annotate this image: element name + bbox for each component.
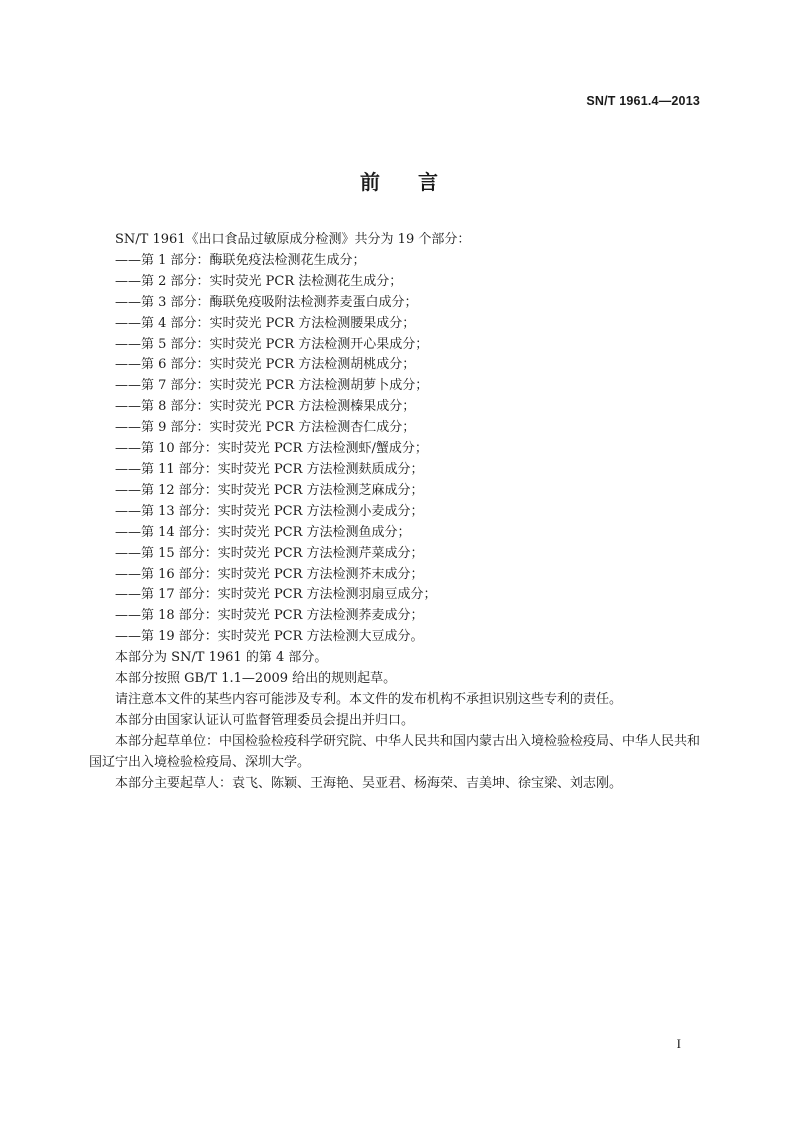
list-item: ——第 4 部分：实时荧光 PCR 方法检测腰果成分； [115,315,416,331]
part-of-statement: 本部分为 SN/T 1961 的第 4 部分。 [115,650,328,666]
list-item: ——第 11 部分：实时荧光 PCR 方法检测麸质成分； [115,461,424,477]
foreword-body [89,230,709,794]
page-number: I [676,1036,681,1051]
list-item: ——第 16 部分：实时荧光 PCR 方法检测芥末成分； [115,566,424,582]
list-item: ——第 13 部分：实时荧光 PCR 方法检测小麦成分； [115,503,424,519]
proposer-statement: 本部分由国家认证认可监督管理委员会提出并归口。 [115,712,415,728]
list-item: ——第 17 部分：实时荧光 PCR 方法检测羽扇豆成分； [115,587,437,603]
list-item: ——第 5 部分：实时荧光 PCR 方法检测开心果成分； [115,336,429,352]
list-item: ——第 3 部分：酶联免疫吸附法检测荞麦蛋白成分； [115,294,418,310]
parts-list [89,251,709,648]
list-item: ——第 9 部分：实时荧光 PCR 方法检测杏仁成分； [115,420,416,436]
drafting-units: 本部分起草单位：中国检验检疫科学研究院、中华人民共和国内蒙古出入境检验检疫局、中华人民共和国辽宁出入境检验检疫局、深圳大学。 [89,733,701,770]
patent-notice: 请注意本文件的某些内容可能涉及专利。本文件的发布机构不承担识别这些专利的责任。 [115,691,623,707]
list-item: ——第 2 部分：实时荧光 PCR 法检测花生成分； [115,273,403,289]
standard-code: SN/T 1961.4—2013 [586,94,700,108]
drafting-rules-statement: 本部分按照 GB/T 1.1—2009 给出的规则起草。 [115,671,397,687]
list-item: ——第 10 部分：实时荧光 PCR 方法检测虾/蟹成分； [115,441,428,457]
list-item: ——第 1 部分：酶联免疫法检测花生成分； [115,252,366,268]
intro-paragraph: SN/T 1961《出口食品过敏原成分检测》共分为 19 个部分： [115,232,471,247]
list-item: ——第 14 部分：实时荧光 PCR 方法检测鱼成分； [115,524,411,540]
list-item: ——第 18 部分：实时荧光 PCR 方法检测荞麦成分； [115,608,424,624]
list-item: ——第 8 部分：实时荧光 PCR 方法检测榛果成分； [115,399,416,415]
list-item: ——第 12 部分：实时荧光 PCR 方法检测芝麻成分； [115,482,424,498]
list-item: ——第 7 部分：实时荧光 PCR 方法检测胡萝卜成分； [115,378,429,394]
list-item: ——第 6 部分：实时荧光 PCR 方法检测胡桃成分； [115,357,416,373]
page-title: 前言 [360,170,476,194]
list-item: ——第 15 部分：实时荧光 PCR 方法检测芹菜成分； [115,545,424,561]
list-item: ——第 19 部分：实时荧光 PCR 方法检测大豆成分。 [115,629,424,645]
drafters: 本部分主要起草人：袁飞、陈颖、王海艳、吴亚君、杨海荣、吉美坤、徐宝梁、刘志刚。 [115,775,623,791]
